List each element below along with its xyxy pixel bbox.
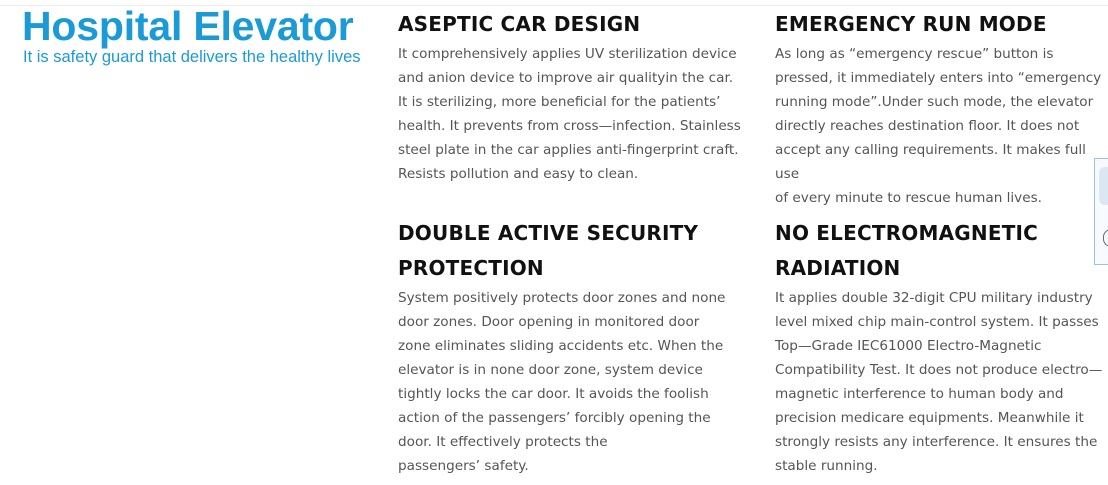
body-line: As long as “emergency rescue” button is: [775, 46, 1054, 62]
customer-service-widget[interactable]: [1094, 158, 1108, 265]
feature-body: [775, 286, 1108, 478]
body-line: passengers’ safety.: [398, 458, 529, 474]
feature-aseptic-car-design: [398, 7, 743, 186]
body-line: level mixed chip main-control system. It passes: [775, 314, 1099, 330]
feature-body: [398, 286, 738, 478]
feature-title: EMERGENCY RUN MODE: [775, 12, 1047, 36]
body-line: of every minute to rescue human lives.: [775, 190, 1042, 206]
body-line: accept any calling requirements. It makes full use: [775, 142, 1086, 182]
body-line: System positively protects door zones and none: [398, 290, 726, 306]
body-line: Top—Grade IEC61000 Electro-Magnetic: [775, 338, 1042, 354]
body-line: running mode”.Under such mode, the elevator: [775, 94, 1094, 110]
feature-body: [398, 42, 743, 186]
feature-double-active-security: [398, 216, 743, 478]
body-line: tightly locks the car door. It avoids the foolish: [398, 386, 709, 402]
feature-title: [775, 216, 1108, 286]
body-line: steel plate in the car applies anti-fingerprint craft.: [398, 142, 739, 158]
feature-title-line: PROTECTION: [398, 256, 544, 280]
body-line: directly reaches destination floor. It does not: [775, 118, 1080, 134]
body-line: It comprehensively applies UV sterilization device: [398, 46, 737, 62]
body-line: strongly resists any interference. It ensures the: [775, 434, 1098, 450]
body-line: elevator is in none door zone, system device: [398, 362, 703, 378]
body-line: and anion device to improve air qualityin the car.: [398, 70, 734, 86]
feature-title-line: NO ELECTROMAGNETIC: [775, 221, 1039, 245]
body-line: precision medicare equipments. Meanwhile it: [775, 410, 1084, 426]
feature-title: ASEPTIC CAR DESIGN: [398, 12, 641, 36]
customer-service-icon: [1099, 167, 1108, 205]
body-line: health. It prevents from cross—infection. Stainless: [398, 118, 741, 134]
feature-title-line: RADIATION: [775, 256, 901, 280]
body-line: stable running.: [775, 458, 878, 474]
brand-block: [22, 4, 361, 66]
feature-title-line: DOUBLE ACTIVE SECURITY: [398, 221, 699, 245]
feature-body: [775, 42, 1108, 210]
brand-subtitle: It is safety guard that delivers the healthy lives: [23, 48, 361, 66]
feature-no-electromagnetic-radiation: [775, 216, 1108, 478]
body-line: door. It effectively protects the: [398, 434, 608, 450]
feature-emergency-run-mode: [775, 7, 1108, 210]
chat-bubble-icon: [1103, 229, 1108, 247]
body-line: zone eliminates sliding accidents etc. When the: [398, 338, 724, 354]
body-line: Compatibility Test. It does not produce electro—: [775, 362, 1103, 378]
body-line: It is sterilizing, more beneficial for the patients’: [398, 94, 721, 110]
body-line: It applies double 32-digit CPU military industry: [775, 290, 1093, 306]
body-line: Resists pollution and easy to clean.: [398, 166, 639, 182]
body-line: door zones. Door opening in monitored door: [398, 314, 700, 330]
feature-title: [398, 216, 743, 286]
body-line: action of the passengers’ forcibly opening the: [398, 410, 711, 426]
body-line: pressed, it immediately enters into “emergency: [775, 70, 1102, 86]
body-line: magnetic interference to human body and: [775, 386, 1064, 402]
brand-title: Hospital Elevator: [22, 3, 354, 49]
